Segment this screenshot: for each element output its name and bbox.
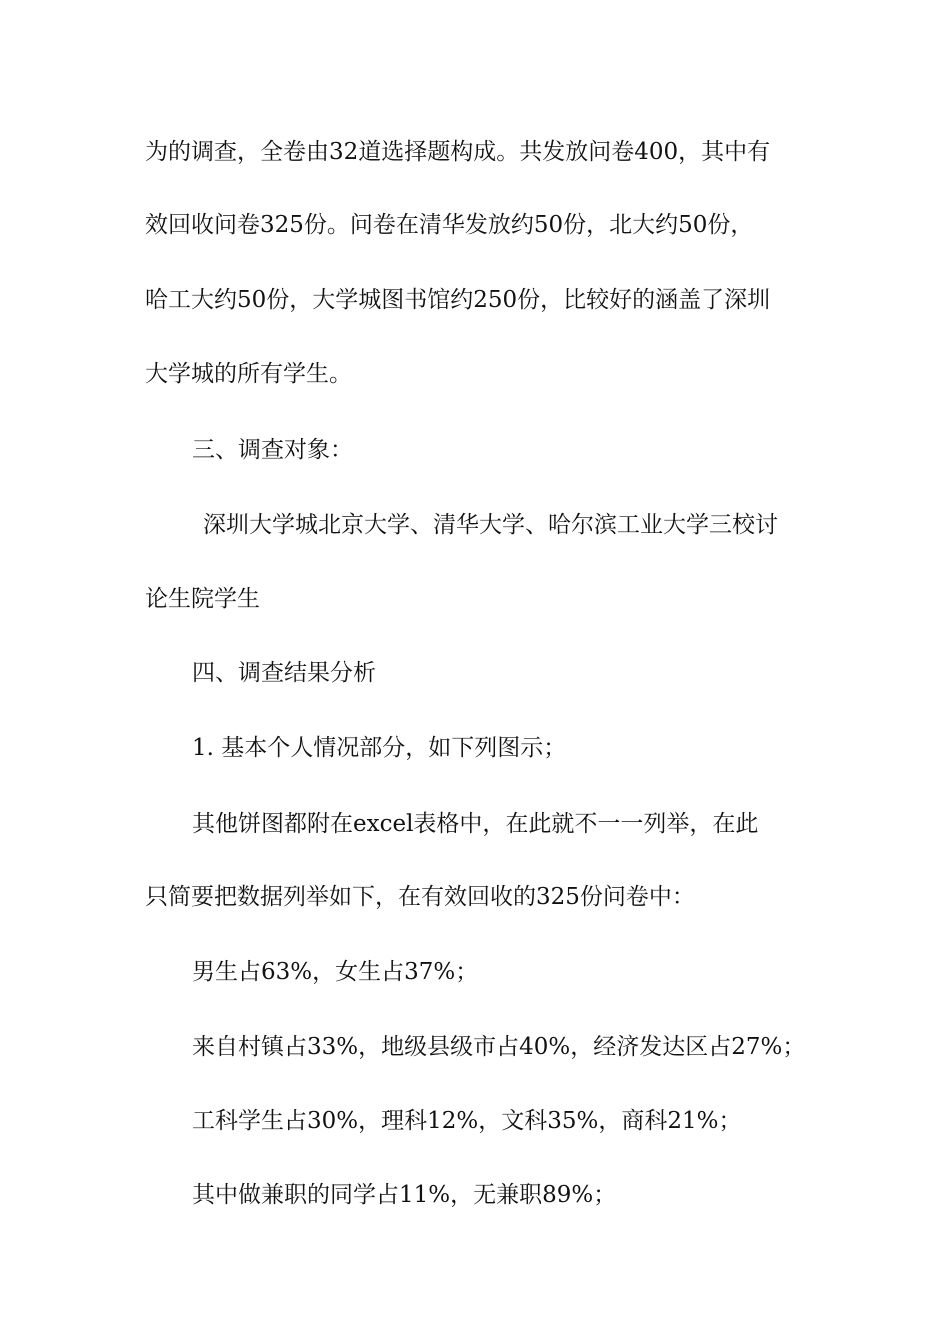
paragraph-line: 男生占63%，女生占37%； <box>192 959 479 985</box>
paragraph-line: 来自村镇占33%，地级县级市占40%，经济发达区占27%； <box>192 1034 806 1060</box>
list-item: 1. 基本个人情况部分，如下列图示； <box>192 735 567 761</box>
paragraph-line: 大学城的所有学生。 <box>145 361 352 387</box>
paragraph-line: 为的调查，全卷由32道选择题构成。共发放问卷400，其中有 <box>145 139 771 165</box>
paragraph-line: 其中做兼职的同学占11%，无兼职89%； <box>192 1182 617 1208</box>
paragraph-line: 工科学生占30%，理科12%，文科35%，商科21%； <box>192 1108 742 1134</box>
paragraph-line: 哈工大约50份，大学城图书馆约250份，比较好的涵盖了深圳 <box>145 287 771 313</box>
paragraph-line: 效回收问卷325份。问卷在清华发放约50份，北大约50份， <box>145 212 754 238</box>
section-heading: 四、调查结果分析 <box>192 660 376 686</box>
paragraph-line: 深圳大学城北京大学、清华大学、哈尔滨工业大学三校讨 <box>203 512 778 538</box>
paragraph-line: 论生院学生 <box>145 586 260 612</box>
section-heading: 三、调查对象： <box>192 437 353 463</box>
paragraph-line: 其他饼图都附在excel表格中，在此就不一一列举，在此 <box>192 811 759 837</box>
paragraph-line: 只简要把数据列举如下，在有效回收的325份问卷中： <box>145 884 695 910</box>
